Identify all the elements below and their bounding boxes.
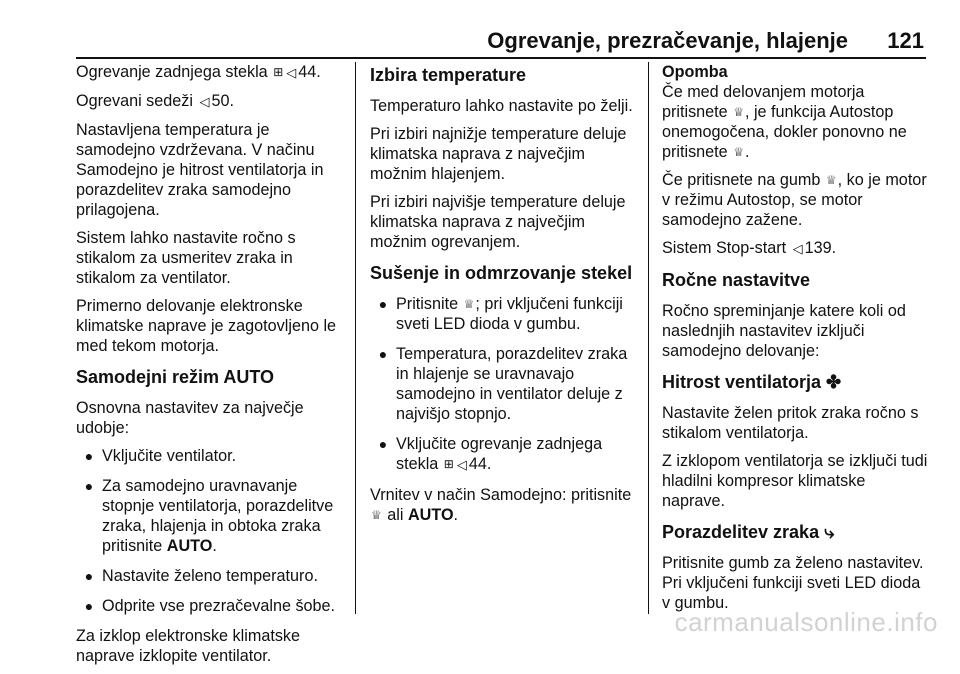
page-reference-icon: ◁ [792, 241, 803, 256]
max-defrost-icon: ♕ [463, 297, 475, 311]
header-rule [76, 57, 926, 59]
column-right [662, 62, 932, 621]
page-reference-link[interactable]: 44. [468, 455, 492, 473]
max-defrost-icon: ♕ [733, 105, 744, 119]
bullet-icon: ● [84, 478, 94, 494]
paragraph: Temperaturo lahko nastavite po želji. [370, 97, 633, 115]
list-item: ● Temperatura, porazdelitev zraka in hlajenje se uravnavajo samodejno in ventilator deluje z najvišjo stopnjo. [370, 344, 636, 424]
bullet-icon: ● [84, 568, 94, 584]
column-left [76, 62, 344, 674]
fan-icon: ✤ [826, 372, 842, 392]
rear-window-defrost-icon: ⊞ [273, 65, 284, 79]
bullet-icon: ● [378, 346, 388, 362]
max-defrost-icon: ♕ [371, 508, 382, 522]
max-defrost-icon: ♕ [825, 173, 837, 187]
list-item: ● Odprite vse prezračevalne šobe. [76, 596, 344, 616]
section-heading: Hitrost ventilatorja ✤ [662, 372, 842, 392]
rear-window-defrost-icon: ⊞ [443, 457, 454, 471]
page-reference-link[interactable]: 139. [804, 239, 837, 257]
page-reference-icon: ◁ [286, 65, 297, 80]
page-header [0, 0, 960, 60]
list-item: ● Za samodejno uravnavanje stopnje ventilatorja, porazdelitve zraka, hlajenja in obtoka zraka pritisnite AUTO. [76, 476, 344, 556]
page-reference-icon: ◁ [456, 457, 467, 472]
page-reference-link[interactable]: 50. [211, 92, 234, 110]
column-divider [648, 62, 649, 614]
paragraph: Osnovna nastavitev za največje udobje: [76, 399, 304, 437]
list-item: ● Nastavite želeno temperaturo. [76, 566, 344, 586]
list-item: ● Pritisnite ♕; pri vključeni funkciji sveti LED dioda v gumbu. [370, 294, 636, 334]
page-reference-icon: ◁ [199, 94, 210, 109]
paragraph: Ogrevanje zadnjega stekla ⊞ ◁ 44. [76, 63, 321, 81]
note: Opomba Če med delovanjem motorja pritisnete ♕, je funkcija Autostop onemogočena, dokler ponovno ne pritisnete ♕. [662, 62, 932, 162]
paragraph: Vrnitev v način Samodejno: pritisnite ♕ ali AUTO. [370, 486, 632, 524]
paragraph: Za izklop elektronske klimatske naprave izklopite ventilator. [76, 627, 301, 665]
paragraph: Pritisnite gumb za želeno nastavitev. Pri vključeni funkciji sveti LED dioda v gumbu. [662, 554, 924, 612]
paragraph: Nastavljena temperatura je samodejno vzdrževana. V načinu Samodejno je hitrost ventilatorja in porazdelitev zraka samodejno prilagojena. [76, 121, 324, 219]
bullet-icon: ● [378, 296, 388, 312]
section-heading: Izbira temperature [370, 65, 527, 85]
section-heading: Samodejni režim AUTO [76, 367, 275, 387]
section-heading: Ročne nastavitve [662, 270, 811, 290]
column-divider [355, 62, 356, 614]
paragraph: Ogrevani sedeži ◁ 50. [76, 92, 234, 110]
bullet-icon: ● [84, 598, 94, 614]
paragraph: Sistem Stop-start ◁ 139. [662, 239, 837, 257]
bullet-icon: ● [378, 436, 388, 452]
column-middle [370, 62, 636, 533]
list-item: ● Vključite ogrevanje zadnjega stekla ⊞ ◁ 44. [370, 434, 636, 475]
air-distribution-icon: ⤷ [824, 522, 835, 542]
page-reference-link[interactable]: 44. [298, 63, 321, 81]
paragraph: Pri izbiri najvišje temperature deluje klimatska naprava z največjim možnim ogrevanjem. [370, 193, 626, 251]
bullet-icon: ● [84, 448, 94, 464]
paragraph: Z izklopom ventilatorja se izključi tudi hladilni kompresor klimatske naprave. [662, 452, 928, 510]
paragraph: Če pritisnete na gumb ♕, ko je motor v režimu Autostop, se motor samodejno zažene. [662, 171, 927, 229]
paragraph: Primerno delovanje elektronske klimatske naprave je zagotovljeno le med tekom motorja. [76, 297, 337, 355]
section-heading: Sušenje in odmrzovanje stekel [370, 263, 633, 283]
watermark: carmanualsonline.info [674, 607, 938, 637]
page-number: 121 [887, 28, 924, 53]
list-item: ● Vključite ventilator. [76, 446, 344, 466]
section-heading: Porazdelitev zraka ⤷ [662, 522, 835, 542]
max-defrost-icon: ♕ [733, 145, 744, 159]
paragraph: Pri izbiri najnižje temperature deluje klimatska naprava z največjim možnim hlajenjem. [370, 125, 627, 183]
paragraph: Ročno spreminjanje katere koli od naslednjih nastavitev izključi samodejno delovanje: [662, 302, 906, 360]
page-title: Ogrevanje, prezračevanje, hlajenje [487, 28, 848, 53]
paragraph: Nastavite želen pritok zraka ročno s stikalom ventilatorja. [662, 404, 919, 442]
note-title: Opomba [662, 63, 728, 81]
paragraph: Sistem lahko nastavite ročno s stikalom za usmeritev zraka in stikalom za ventilator. [76, 229, 296, 287]
